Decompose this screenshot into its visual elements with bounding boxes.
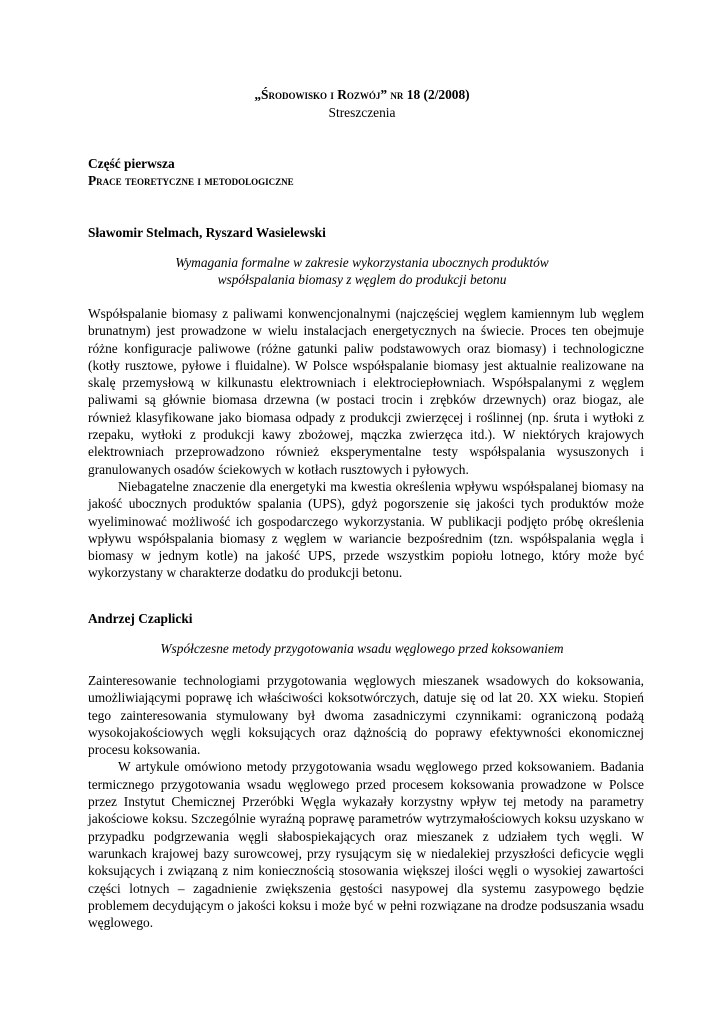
article-2-abstract xyxy=(88,672,644,931)
article-2-paragraph-1: Zainteresowanie technologiami przygotowania węglowych mieszanek wsadowych do koksowania, umożliwiającymi poprawę ich właściwości koksotwórczych, datuje się od lat 20. XX wieku. Stopień tego zainteresowania stymulowany był dwoma zasadniczymi czynnikami: ograniczoną podażą wysokojakościowych węgli koksujących oraz dążnością do poprawy efektywności ekonomicznej procesu koksowania. xyxy=(88,673,644,758)
article-2-authors: Andrzej Czaplicki xyxy=(88,611,193,626)
journal-title: „Środowisko i Rozwój” nr 18 (2/2008) xyxy=(254,87,470,102)
article-1-abstract xyxy=(88,305,644,582)
article-1-title-line-2: współspalania biomasy z węglem do produkcji betonu xyxy=(217,272,507,287)
part-subtitle: Prace teoretyczne i metodologiczne xyxy=(88,173,294,188)
article-1-title-line-1: Wymagania formalne w zakresie wykorzystania ubocznych produktów xyxy=(175,255,549,270)
abstracts-subtitle: Streszczenia xyxy=(328,105,396,120)
article-1-paragraph-2: Niebagatelne znaczenie dla energetyki ma kwestia określenia wpływu współspalanej biomasy na jakość ubocznych produktów spalania (UPS), gdyż pogorszenie się jakości tych produktów może wyeliminować możliwość ich gospodarczego wykorzystania. W publikacji podjęto próbę określenia wpływu współspalania biomasy z węglem w wariancie bezpośrednim (tzn. współspalania węgla i biomasy w jednym kotle) na jakość UPS, przede wszystkim popiołu lotnego, który może być wykorzystany w charakterze dodatku do produkcji betonu. xyxy=(88,478,644,581)
article-1-paragraph-1: Współspalanie biomasy z paliwami konwencjonalnymi (najczęściej węglem kamiennym lub węglem brunatnym) jest prowadzone w wielu instalacjach energetycznych na świecie. Proces ten obejmuje różne konfiguracje paliwowe (różne gatunki paliw podstawowych oraz biomasy) i technologiczne (kotły rusztowe, pyłowe i fluidalne). W Polsce współspalanie biomasy jest aktualnie realizowane na skalę przemysłową w kilkunastu elektrowniach i elektrociepłowniach. Współspalanymi z węglem paliwami są głównie biomasa drzewna (w postaci trocin i zrębków drzewnych) oraz biogaz, ale również klasyfikowane jako biomasa odpady z produkcji zwierzęcej i roślinnej (np. śruta i wytłoki z rzepaku, wytłoki z produkcji kawy zbożowej, mączka zwierzęca itd.). W niektórych krajowych elektrowniach przeprowadzono również eksperymentalne testy współspalania wysuszonych i granulowanych osadów ściekowych w kotłach rusztowych i pyłowych. xyxy=(88,306,644,477)
article-1-authors: Sławomir Stelmach, Ryszard Wasielewski xyxy=(88,225,326,240)
article-2-paragraph-2: W artykule omówiono metody przygotowania wsadu węglowego przed koksowaniem. Badania termicznego przygotowania wsadu węglowego przed procesem koksowania prowadzone w Polsce przez Instytut Chemicznej Przeróbki Węgla wykazały korzystny wpływ tej metody na parametry jakościowe koksu. Szczególnie wyraźną poprawę parametrów wytrzymałościowych koksu uzyskano w przypadku podgrzewania węgli słabospiekających oraz mieszanek z udziałem tych węgli. W warunkach krajowej bazy surowcowej, przy rysującym się w niedalekiej przyszłości deficycie węgli koksujących i związaną z nim koniecznością stosowania większej ilości węgli o wysokiej zawartości części lotnych – zagadnienie zwiększenia gęstości nasypowej dla systemu zasypowego będzie problemem decydującym o jakości koksu i może być w pełni rozwiązane na drodze podsuszania wsadu węglowego. xyxy=(88,759,644,931)
article-2-title: Współczesne metody przygotowania wsadu węglowego przed koksowaniem xyxy=(160,641,564,656)
part-title: Część pierwsza xyxy=(88,156,175,171)
